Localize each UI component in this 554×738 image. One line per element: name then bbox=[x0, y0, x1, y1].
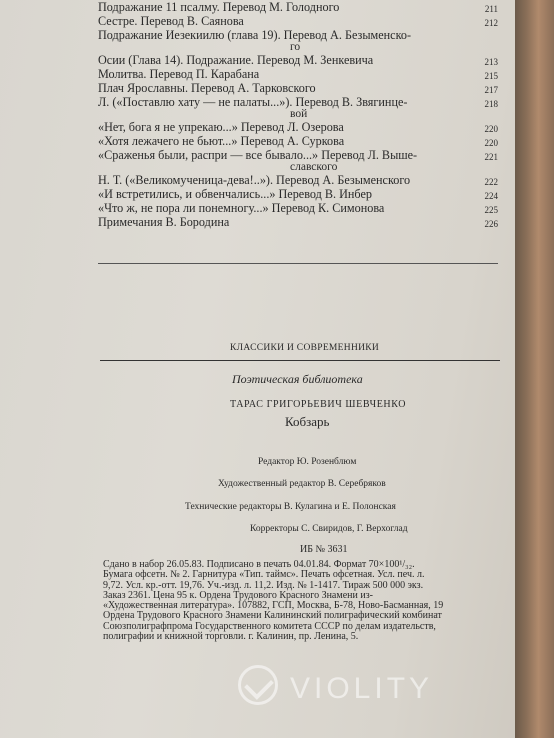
toc-entry bbox=[98, 148, 498, 162]
toc-entry-text: Подражание 11 псалму. Перевод М. Голодного bbox=[98, 0, 340, 14]
toc-entry bbox=[98, 95, 498, 109]
toc-entry bbox=[98, 120, 498, 134]
toc-entry-text: «Что ж, не пора ли понемногу...» Перевод К. Симонова bbox=[98, 201, 385, 215]
toc-entry-text: Молитва. Перевод П. Карабана bbox=[98, 67, 260, 81]
toc-continuation-text: го bbox=[290, 41, 301, 53]
series-title: КЛАССИКИ И СОВРЕМЕННИКИ bbox=[230, 343, 380, 353]
toc-entry bbox=[98, 173, 498, 187]
toc-page-number: 211 bbox=[484, 4, 498, 14]
table-of-contents bbox=[98, 0, 498, 229]
ib-number: ИБ № 3631 bbox=[300, 544, 348, 555]
imprint-line: «Художественная литература». 107882, ГСП, Москва, Б-78, Ново-Басманная, 19 bbox=[103, 600, 444, 612]
toc-entry bbox=[98, 187, 498, 201]
toc-entry-text: Сестре. Перевод В. Саянова bbox=[98, 14, 244, 28]
toc-entry-text: Подражание Иезекиилю (глава 19). Перевод А. Безыменско- bbox=[98, 28, 412, 42]
library-title: Поэтическая библиотека bbox=[232, 372, 363, 386]
toc-entry-text: «Нет, бога я не упрекаю...» Перевод Л. Озерова bbox=[98, 120, 344, 134]
toc-entry bbox=[98, 215, 498, 229]
toc-entry bbox=[98, 53, 498, 67]
toc-page-number: 224 bbox=[484, 191, 498, 201]
imprint-line: Союзполиграфпрома Государственного комитета СССР по делам издательств, bbox=[103, 620, 436, 632]
imprint-line: Сдано в набор 26.05.83. Подписано в печать 04.01.84. Формат 70×100¹/₃₂. bbox=[103, 559, 415, 570]
toc-entry-text: Осии (Глава 14). Подражание. Перевод М. Зенкевича bbox=[98, 53, 374, 67]
art-editor-credit: Художественный редактор В. Серебряков bbox=[218, 479, 386, 489]
toc-entry-continuation bbox=[98, 109, 498, 120]
toc-page-number: 215 bbox=[484, 71, 498, 81]
toc-entry-continuation bbox=[98, 162, 498, 173]
toc-page-number: 218 bbox=[484, 99, 498, 109]
toc-entry-text: Примечания В. Бородина bbox=[98, 215, 230, 229]
correctors-credit: Корректоры С. Свиридов, Г. Верхоглад bbox=[250, 524, 408, 534]
imprint-block bbox=[103, 560, 501, 642]
toc-entry bbox=[98, 28, 498, 42]
toc-rule bbox=[98, 263, 498, 264]
watermark: VIOLITY bbox=[290, 672, 434, 705]
toc-page-number: 212 bbox=[484, 18, 498, 28]
imprint-line: 9,72. Усл. кр.-отт. 19,76. Уч.-изд. л. 11,2. Изд. № 1-1417. Тираж 500 000 экз. bbox=[103, 579, 424, 591]
toc-entry bbox=[98, 0, 498, 14]
toc-page-number: 225 bbox=[484, 205, 498, 215]
toc-page-number: 220 bbox=[484, 124, 498, 134]
toc-page-number: 217 bbox=[484, 85, 498, 95]
imprint-line: полиграфии и книжной торговли. г. Калинин, пр. Ленина, 5. bbox=[103, 631, 359, 643]
author-name: ТАРАС ГРИГОРЬЕВИЧ ШЕВЧЕНКО bbox=[230, 399, 407, 410]
toc-page-number: 213 bbox=[484, 57, 498, 67]
imprint-line: Заказ 2361. Цена 95 к. Ордена Трудового Красного Знамени из- bbox=[103, 589, 373, 601]
toc-page-number: 220 bbox=[484, 138, 498, 148]
toc-entry bbox=[98, 81, 498, 95]
toc-entry-continuation bbox=[98, 42, 498, 53]
toc-entry-text: Н. Т. («Великомученица-дева!..»). Перевод А. Безыменского bbox=[98, 173, 411, 187]
toc-entry bbox=[98, 134, 498, 148]
toc-page-number: 221 bbox=[484, 152, 498, 162]
toc-continuation-text: славского bbox=[290, 161, 338, 173]
toc-entry-text: «И встретились, и обвенчались...» Перевод В. Инбер bbox=[98, 187, 372, 201]
toc-continuation-text: вой bbox=[290, 108, 308, 120]
toc-entry-text: «Сраженья были, распри — все бывало...» Перевод Л. Выше- bbox=[98, 148, 418, 162]
toc-entry bbox=[98, 67, 498, 81]
tech-editors-credit: Технические редакторы В. Кулагина и Е. Полонская bbox=[185, 502, 396, 512]
watermark-logo-icon bbox=[238, 665, 278, 705]
imprint-line: Бумага офсетн. № 2. Гарнитура «Тип. таймс». Печать офсетная. Усл. печ. л. bbox=[103, 569, 425, 581]
page-edge bbox=[515, 0, 554, 738]
editor-credit: Редактор Ю. Розенблюм bbox=[258, 457, 357, 467]
toc-entry-text: «Хотя лежачего не бьют...» Перевод А. Суркова bbox=[98, 134, 345, 148]
toc-entry-text: Плач Ярославны. Перевод А. Тарковского bbox=[98, 81, 316, 95]
toc-page-number: 222 bbox=[484, 177, 498, 187]
toc-page-number: 226 bbox=[484, 219, 498, 229]
imprint-line: Ордена Трудового Красного Знамени Калининский полиграфический комбинат bbox=[103, 610, 442, 622]
toc-entry-text: Л. («Поставлю хату — не палаты...»). Перевод В. Звягинце- bbox=[98, 95, 408, 109]
book-title: Кобзарь bbox=[285, 414, 330, 429]
toc-entry bbox=[98, 14, 498, 28]
series-rule bbox=[100, 360, 500, 361]
toc-entry bbox=[98, 201, 498, 215]
